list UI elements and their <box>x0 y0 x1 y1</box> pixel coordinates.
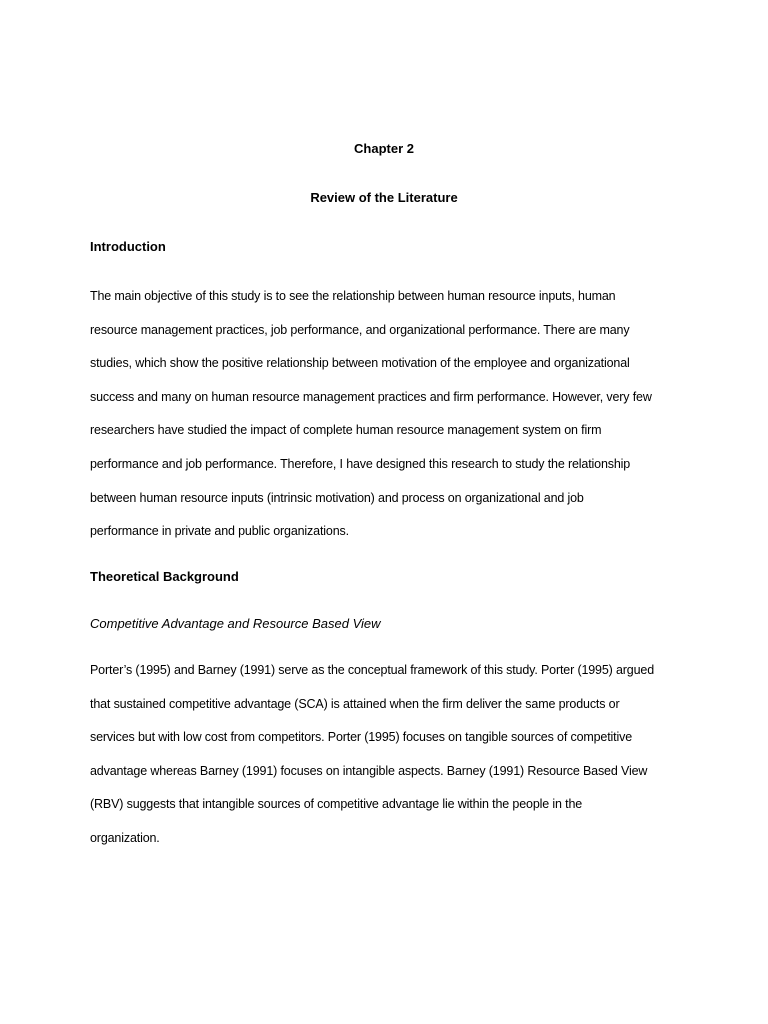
paragraph-line: The main objective of this study is to see the relationship between human resource inputs, human <box>90 289 616 303</box>
theoretical-background-paragraph <box>90 662 690 864</box>
paragraph-line: performance in private and public organizations. <box>90 524 349 539</box>
paragraph-line: that sustained competitive advantage (SCA) is attained when the firm deliver the same products or <box>90 696 620 711</box>
competitive-advantage-subheading: Competitive Advantage and Resource Based View <box>90 616 381 631</box>
paragraph-line: success and many on human resource management practices and firm performance. However, very few <box>90 389 652 404</box>
paragraph-line: Porter’s (1995) and Barney (1991) serve as the conceptual framework of this study. Porter (1995) argued <box>90 663 655 677</box>
paragraph-line: services but with low cost from competitors. Porter (1995) focuses on tangible sources of competitive <box>90 730 633 745</box>
theoretical-background-heading: Theoretical Background <box>90 569 239 584</box>
paragraph-line: (RBV) suggests that intangible sources of competitive advantage lie within the people in the <box>90 797 583 812</box>
chapter-title: Review of the Literature <box>310 190 458 205</box>
paragraph-line: researchers have studied the impact of complete human resource management system on firm <box>90 423 602 438</box>
paragraph-line: advantage whereas Barney (1991) focuses on intangible aspects. Barney (1991) Resource Based View <box>90 763 648 778</box>
paragraph-line: studies, which show the positive relationship between motivation of the employee and organizational <box>90 356 630 371</box>
paragraph-line: resource management practices, job performance, and organizational performance. There are many <box>90 322 630 337</box>
introduction-paragraph <box>90 288 690 557</box>
paragraph-line: between human resource inputs (intrinsic motivation) and process on organizational and job <box>90 490 584 505</box>
chapter-heading: Chapter 2 <box>354 141 414 156</box>
introduction-heading: Introduction <box>90 239 166 254</box>
paragraph-line: performance and job performance. Therefore, I have designed this research to study the relationship <box>90 456 631 471</box>
paragraph-line: organization. <box>90 830 160 845</box>
